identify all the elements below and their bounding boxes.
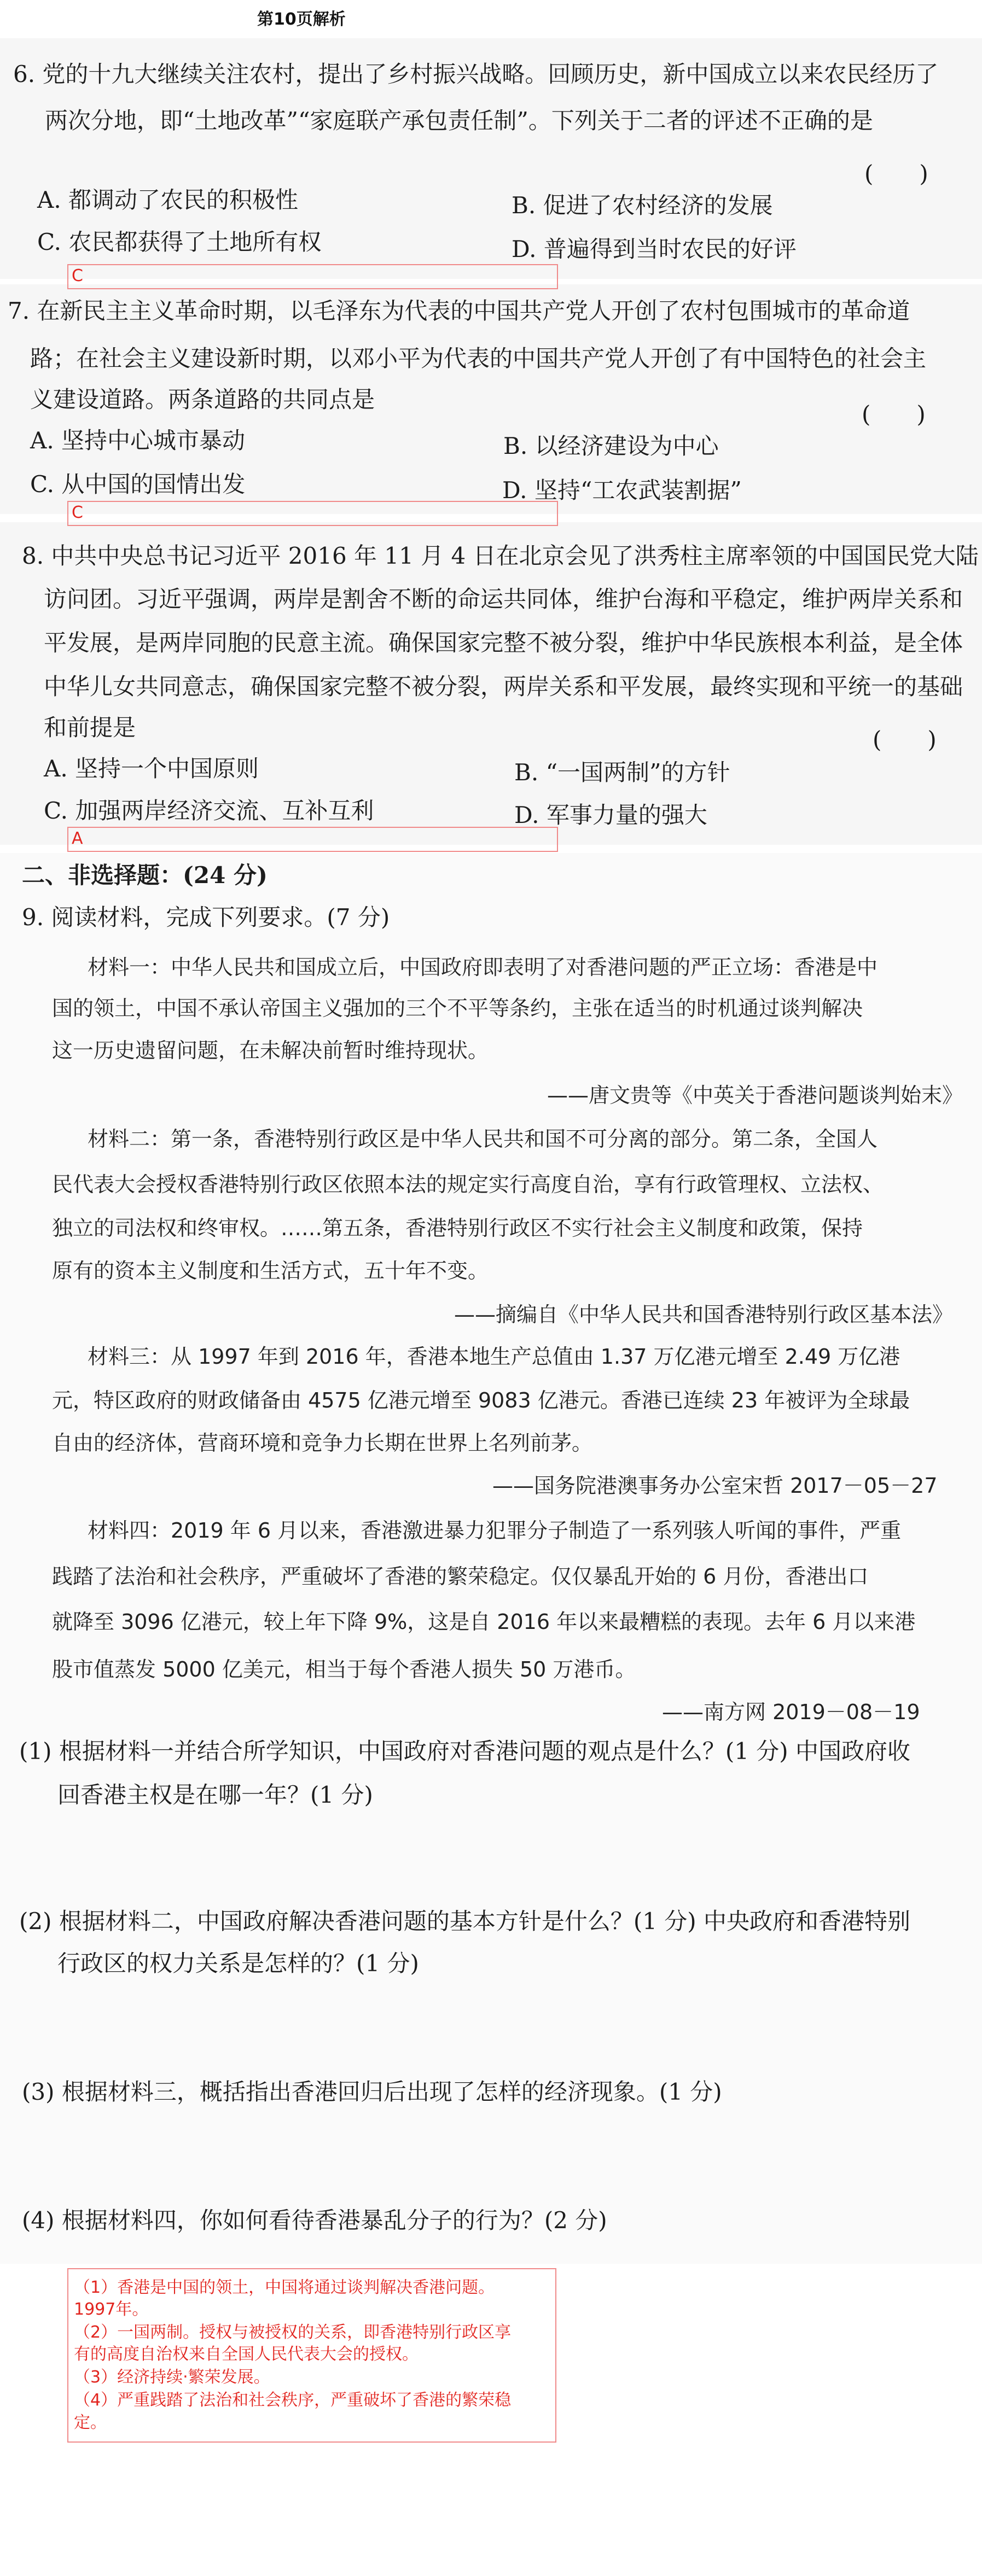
q9-answer-line6: （4）严重践踏了法治和社会秩序，严重破坏了香港的繁荣稳	[74, 2391, 512, 2410]
q6-answer-box	[67, 264, 558, 289]
q7-option-d: D. 坚持“工农武装割据”	[502, 477, 742, 504]
q7-answer: C	[72, 503, 83, 522]
q7-stem-line3: 义建设道路。两条道路的共同点是	[30, 386, 375, 413]
q8-answer-box	[67, 827, 558, 852]
q8-option-a: A. 坚持一个中国原则	[44, 755, 259, 782]
q6-option-b: B. 促进了农村经济的发展	[512, 192, 773, 219]
q8-stem-line1: 8. 中共中央总书记习近平 2016 年 11 月 4 日在北京会见了洪秀柱主席率领的中国国民党大陆	[22, 542, 979, 569]
q8-stem-line3: 平发展，是两岸同胞的民意主流。确保国家完整不被分裂，维护中华民族根本利益，是全体	[44, 629, 963, 656]
q7-option-b: B. 以经济建设为中心	[503, 433, 719, 459]
q8-answer-paren: ( )	[873, 726, 937, 753]
q9-material4-line2: 践踏了法治和社会秩序，严重破坏了香港的繁荣稳定。仅仅暴乱开始的 6 月份，香港出口	[52, 1564, 869, 1588]
q6-answer-paren: ( )	[864, 160, 928, 187]
q9-material1-source: ——唐文贵等《中英关于香港问题谈判始末》	[547, 1083, 963, 1107]
q6-answer: C	[72, 266, 83, 285]
q6-option-c: C. 农民都获得了土地所有权	[37, 229, 322, 255]
q7-option-a: A. 坚持中心城市暴动	[30, 427, 246, 454]
page-header: 第10页解析	[257, 10, 346, 29]
q9-material3-line1: 材料三：从 1997 年到 2016 年，香港本地生产总值由 1.37 万亿港元增至 2.49 万亿港	[88, 1345, 900, 1369]
q6-stem-line2: 两次分地，即“土地改革”“家庭联产承包责任制”。下列关于二者的评述不正确的是	[45, 107, 873, 134]
q6-option-d: D. 普遍得到当时农民的好评	[512, 236, 797, 262]
q9-material4-line4: 股市值蒸发 5000 亿美元，相当于每个香港人损失 50 万港币。	[52, 1657, 636, 1681]
q9-material4-line3: 就降至 3096 亿港元，较上年下降 9%，这是自 2016 年以来最糟糕的表现。去年 6 月以来港	[52, 1610, 916, 1634]
q9-material3-line2: 元，特区政府的财政储备由 4575 亿港元增至 9083 亿港元。香港已连续 23 年被评为全球最	[52, 1388, 910, 1412]
q6-option-a: A. 都调动了农民的积极性	[37, 186, 299, 213]
q9-answer-line2: 1997年。	[74, 2300, 149, 2319]
q8-answer: A	[72, 829, 83, 848]
q9-sub4: (4) 根据材料四，你如何看待香港暴乱分子的行为？(2 分)	[22, 2207, 607, 2234]
q7-option-c: C. 从中国的国情出发	[30, 471, 246, 498]
q7-stem-line2: 路；在社会主义建设新时期，以邓小平为代表的中国共产党人开创了有中国特色的社会主	[30, 345, 927, 372]
q8-stem-line4: 中华儿女共同意志，确保国家完整不被分裂，两岸关系和平发展，最终实现和平统一的基础	[44, 673, 963, 700]
q9-material2-line3: 独立的司法权和终审权。……第五条，香港特别行政区不实行社会主义制度和政策，保持	[52, 1216, 863, 1240]
q9-answer-line4: 有的高度自治权来自全国人民代表大会的授权。	[74, 2345, 419, 2364]
section-nonchoice-title: 二、非选择题：(24 分)	[22, 862, 268, 889]
q9-material1-line3: 这一历史遗留问题，在未解决前暂时维持现状。	[52, 1038, 489, 1062]
q8-option-d: D. 军事力量的强大	[514, 802, 707, 828]
q9-answer-line7: 定。	[74, 2413, 107, 2432]
q9-answer-line1: （1）香港是中国的领土，中国将通过谈判解决香港问题。	[74, 2278, 495, 2297]
q9-answer-box	[67, 2268, 556, 2443]
q8-stem-line5: 和前提是	[44, 714, 136, 741]
q9-stem: 9. 阅读材料，完成下列要求。(7 分)	[22, 904, 390, 931]
q9-material2-line2: 民代表大会授权香港特别行政区依照本法的规定实行高度自治，享有行政管理权、立法权、	[52, 1172, 884, 1196]
q9-material3-source: ——国务院港澳事务办公室宋哲 2017－05－27	[492, 1474, 938, 1498]
q9-material2-source: ——摘编自《中华人民共和国香港特别行政区基本法》	[454, 1302, 954, 1327]
q8-option-b: B. “一国两制”的方针	[514, 759, 730, 786]
q9-sub3: (3) 根据材料三，概括指出香港回归后出现了怎样的经济现象。(1 分)	[22, 2078, 722, 2105]
q7-stem-line1: 7. 在新民主主义革命时期，以毛泽东为代表的中国共产党人开创了农村包围城市的革命道	[8, 297, 910, 324]
q8-option-c: C. 加强两岸经济交流、互补互利	[44, 797, 374, 824]
q8-stem-line2: 访问团。习近平强调，两岸是割舍不断的命运共同体，维护台海和平稳定，维护两岸关系和	[44, 586, 963, 612]
q9-material1-line1: 材料一：中华人民共和国成立后，中国政府即表明了对香港问题的严正立场：香港是中	[88, 955, 878, 979]
q9-material1-line2: 国的领土，中国不承认帝国主义强加的三个不平等条约，主张在适当的时机通过谈判解决	[52, 996, 863, 1020]
q9-answer-line5: （3）经济持续‧繁荣发展。	[74, 2368, 270, 2387]
q9-material3-line3: 自由的经济体，营商环境和竞争力长期在世界上名列前茅。	[52, 1431, 593, 1455]
q9-material2-line4: 原有的资本主义制度和生活方式，五十年不变。	[52, 1259, 489, 1283]
q9-sub2-line2: 行政区的权力关系是怎样的？(1 分)	[57, 1950, 419, 1977]
q7-answer-paren: ( )	[862, 401, 926, 428]
question-9-band	[0, 853, 982, 2264]
q7-answer-box	[67, 501, 558, 526]
q9-material4-source: ——南方网 2019－08－19	[662, 1700, 920, 1724]
q9-answer-line3: （2）一国两制。授权与被授权的关系，即香港特别行政区享	[74, 2323, 512, 2342]
q6-stem-line1: 6. 党的十九大继续关注农村，提出了乡村振兴战略。回顾历史，新中国成立以来农民经历了	[13, 61, 939, 87]
q9-sub1-line2: 回香港主权是在哪一年？(1 分)	[57, 1781, 373, 1808]
q9-material4-line1: 材料四：2019 年 6 月以来，香港激进暴力犯罪分子制造了一系列骇人听闻的事件，严重	[88, 1518, 902, 1543]
q9-material2-line1: 材料二：第一条，香港特别行政区是中华人民共和国不可分离的部分。第二条，全国人	[88, 1127, 878, 1151]
q9-sub1-line1: (1) 根据材料一并结合所学知识，中国政府对香港问题的观点是什么？(1 分) 中国政府收	[19, 1738, 911, 1765]
q9-sub2-line1: (2) 根据材料二，中国政府解决香港问题的基本方针是什么？(1 分) 中央政府和香港特别	[19, 1908, 911, 1935]
